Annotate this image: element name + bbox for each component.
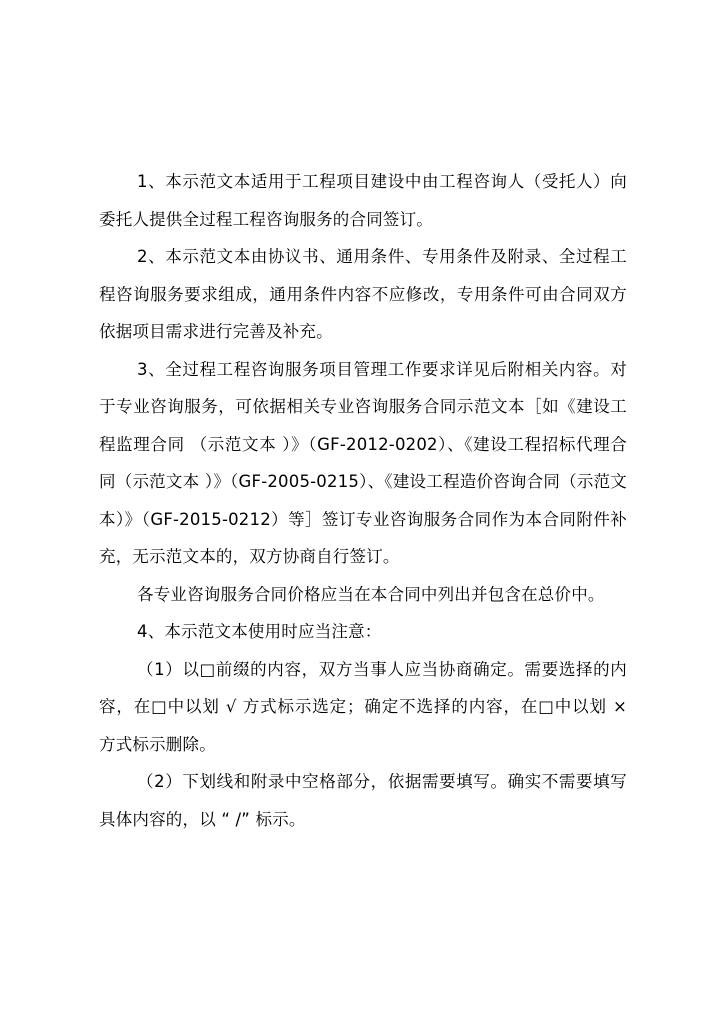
document-body [99,163,627,838]
paragraph-6: （1）以□前缀的内容，双方当事人应当协商确定。需要选择的内容，在□中以划 √ 方式标示选定；确定不选择的内容，在□中以划 × 方式标示删除。 [99,659,627,754]
paragraph-7: （2）下划线和附录中空格部分，依据需要填写。确实不需要填写具体内容的，以 “ /” 标示。 [99,772,627,829]
paragraph-1: 1、本示范文本适用于工程项目建设中由工程咨询人（受托人）向委托人提供全过程工程咨询服务的合同签订。 [99,172,627,229]
paragraph-2: 2、本示范文本由协议书、通用条件、专用条件及附录、全过程工程咨询服务要求组成，通用条件内容不应修改，专用条件可由合同双方依据项目需求进行完善及补充。 [99,247,627,341]
paragraph-3: 3、全过程工程咨询服务项目管理工作要求详见后附相关内容。对于专业咨询服务，可依据相关专业咨询服务合同示范文本［如《建设工程监理合同 （示范文本 ）》（GF-2012-0202）、《建设工程招标代理合同（示范文本 ）》（GF-2005-0215）、《建设工程造价咨询合同（示范文本）》（GF-2015-0212）等］签订专业咨询服务合同作为本合同附件补充，无示范文本的，双方协商自行签订。 [99,359,627,566]
paragraph-4: 各专业咨询服务合同价格应当在本合同中列出并包含在总价中。 [137,584,605,604]
paragraph-5: 4、本示范文本使用时应当注意： [137,622,382,641]
